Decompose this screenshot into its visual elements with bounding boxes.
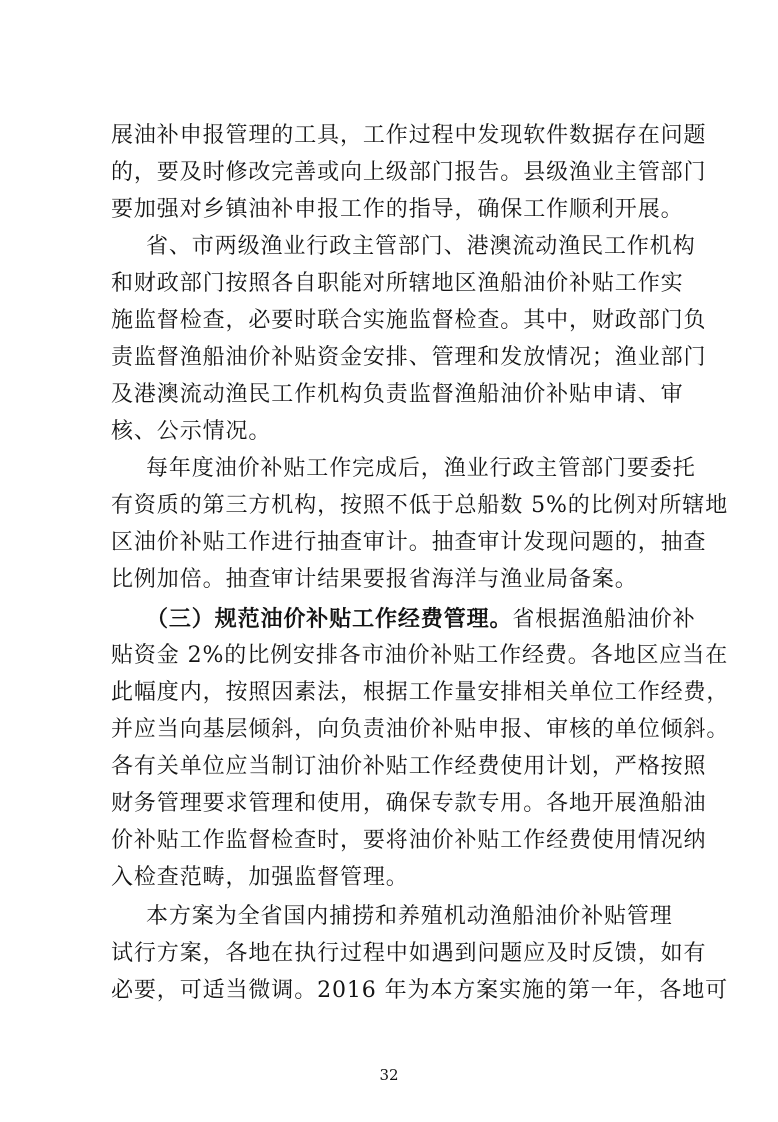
text-line: 并应当向基层倾斜，向负责油价补贴申报、审核的单位倾斜。 — [111, 717, 730, 742]
text-line: 必要，可适当微调。2016 年为本方案实施的第一年，各地可 — [111, 978, 729, 1003]
text-line: 有资质的第三方机构，按照不低于总船数 5%的比例对所辖地 — [111, 493, 729, 518]
text-line: 贴资金 2%的比例安排各市油价补贴工作经费。各地区应当在 — [111, 643, 729, 668]
text-line: 省根据渔船油价补 — [512, 607, 696, 632]
text-line: 入检查范畴，加强监督管理。 — [111, 865, 409, 890]
text-line: 核、公示情况。 — [111, 419, 272, 444]
section-heading: （三）规范油价补贴工作经费管理。 — [146, 606, 513, 632]
text-line: 和财政部门按照各自职能对所辖地区渔船油价补贴工作实 — [111, 271, 684, 296]
text-line: 每年度油价补贴工作完成后，渔业行政主管部门要委托 — [146, 456, 696, 481]
text-line: 试行方案，各地在执行过程中如遇到问题应及时反馈，如有 — [111, 941, 707, 966]
text-line: 及港澳流动渔民工作机构负责监督渔船油价补贴申请、审 — [111, 382, 684, 407]
text-line: 要加强对乡镇油补申报工作的指导，确保工作顺利开展。 — [111, 197, 684, 222]
text-line: 价补贴工作监督检查时，要将油价补贴工作经费使用情况纳 — [111, 828, 707, 853]
text-line: 各有关单位应当制订油价补贴工作经费使用计划，严格按照 — [111, 754, 707, 779]
text-line: 责监督渔船油价补贴资金安排、管理和发放情况；渔业部门 — [111, 345, 707, 370]
text-line: 区油价补贴工作进行抽查审计。抽查审计发现问题的，抽查 — [111, 530, 707, 555]
section-heading-line — [146, 604, 696, 634]
text-line: 财务管理要求管理和使用，确保专款专用。各地开展渔船油 — [111, 791, 707, 816]
text-line: 此幅度内，按照因素法，根据工作量安排相关单位工作经费， — [111, 680, 730, 705]
page-number: 32 — [379, 1066, 399, 1084]
text-line: 展油补申报管理的工具，工作过程中发现软件数据存在问题 — [111, 123, 707, 148]
text-line: 省、市两级渔业行政主管部门、港澳流动渔民工作机构 — [146, 234, 696, 259]
text-line: 施监督检查，必要时联合实施监督检查。其中，财政部门负 — [111, 308, 707, 333]
text-line: 的，要及时修改完善或向上级部门报告。县级渔业主管部门 — [111, 160, 707, 185]
text-line: 本方案为全省国内捕捞和养殖机动渔船油价补贴管理 — [146, 904, 673, 929]
text-line: 比例加倍。抽查审计结果要报省海洋与渔业局备案。 — [111, 567, 638, 592]
